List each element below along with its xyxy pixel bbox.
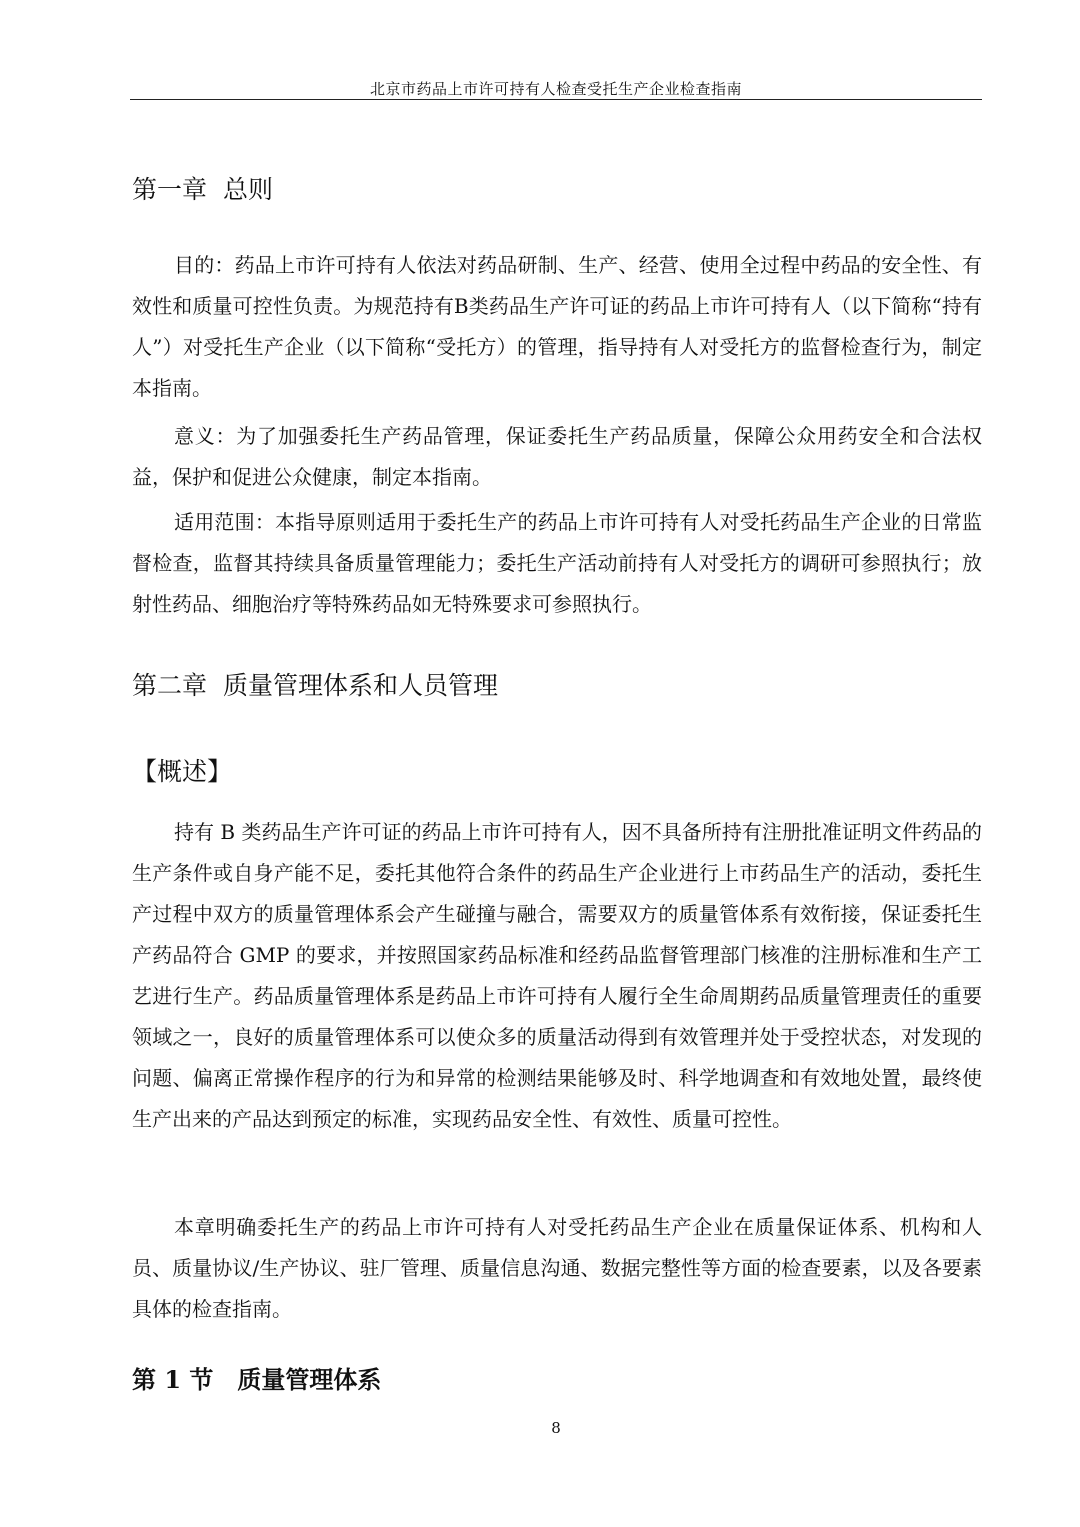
- purpose-text: 药品上市许可持有人依法对药品研制、生产、经营、使用全过程中药品的安全性、有效性和质量可控性负责。为规范持有B类药品生产许可证的药品上市许可持有人（以下简称“持有人”）对受托生产企业（以下简称“受托方）的管理，指导持有人对受托方的监督检查行为，制定本指南。: [132, 253, 983, 400]
- scope-paragraph: [132, 502, 982, 625]
- meaning-text: 为了加强委托生产药品管理，保证委托生产药品质量，保障公众用药安全和合法权益，保护和促进公众健康，制定本指南。: [132, 424, 983, 489]
- chapter-2-number: 第二章: [132, 671, 208, 700]
- section-1-title: 质量管理体系: [237, 1365, 382, 1394]
- purpose-paragraph: [132, 245, 982, 409]
- overview-heading: 【概述】: [132, 757, 233, 786]
- scope-text: 本指导原则适用于委托生产的药品上市许可持有人对受托药品生产企业的日常监督检查，监督其持续具备质量管理能力；委托生产活动前持有人对受托方的调研可参照执行；放射性药品、细胞治疗等特殊药品如无特殊要求可参照执行。: [132, 510, 983, 616]
- page-number: 8: [551, 1419, 561, 1437]
- scope-label: 适用范围：: [174, 510, 276, 534]
- meaning-label: 意义：: [174, 424, 237, 448]
- chapter-1-title: 总则: [223, 175, 274, 204]
- header-rule: [130, 99, 982, 100]
- section-1-number: 第 1 节: [132, 1365, 214, 1394]
- overview-paragraph-2: 本章明确委托生产的药品上市许可持有人对受托药品生产企业在质量保证体系、机构和人员、质量协议/生产协议、驻厂管理、质量信息沟通、数据完整性等方面的检查要素，以及各要素具体的检查指南。: [132, 1215, 982, 1321]
- running-header: 北京市药品上市许可持有人检查受托生产企业检查指南: [369, 80, 742, 98]
- overview-paragraph-1: 持有 B 类药品生产许可证的药品上市许可持有人，因不具备所持有注册批准证明文件药品的生产条件或自身产能不足，委托其他符合条件的药品生产企业进行上市药品生产的活动，委托生产过程中双方的质量管理体系会产生碰撞与融合，需要双方的质量管体系有效衔接，保证委托生产药品符合 GMP 的要求，并按照国家药品标准和经药品监督管理部门核准的注册标准和生产工艺进行生产。药品质量管理体系是药品上市许可持有人履行全生命周期药品质量管理责任的重要领域之一，良好的质量管理体系可以使众多的质量活动得到有效管理并处于受控状态，对发现的问题、偏离正常操作程序的行为和异常的检测结果能够及时、科学地调查和有效地处置，最终使生产出来的产品达到预定的标准，实现药品安全性、有效性、质量可控性。: [132, 820, 982, 1131]
- meaning-paragraph: [132, 416, 982, 498]
- section-1-heading: [132, 1360, 381, 1395]
- chapter-2-heading: [132, 666, 498, 702]
- purpose-label: 目的：: [174, 253, 235, 277]
- chapter-2-title: 质量管理体系和人员管理: [223, 671, 499, 700]
- chapter-1-heading: [132, 170, 273, 206]
- chapter-1-number: 第一章: [132, 175, 208, 204]
